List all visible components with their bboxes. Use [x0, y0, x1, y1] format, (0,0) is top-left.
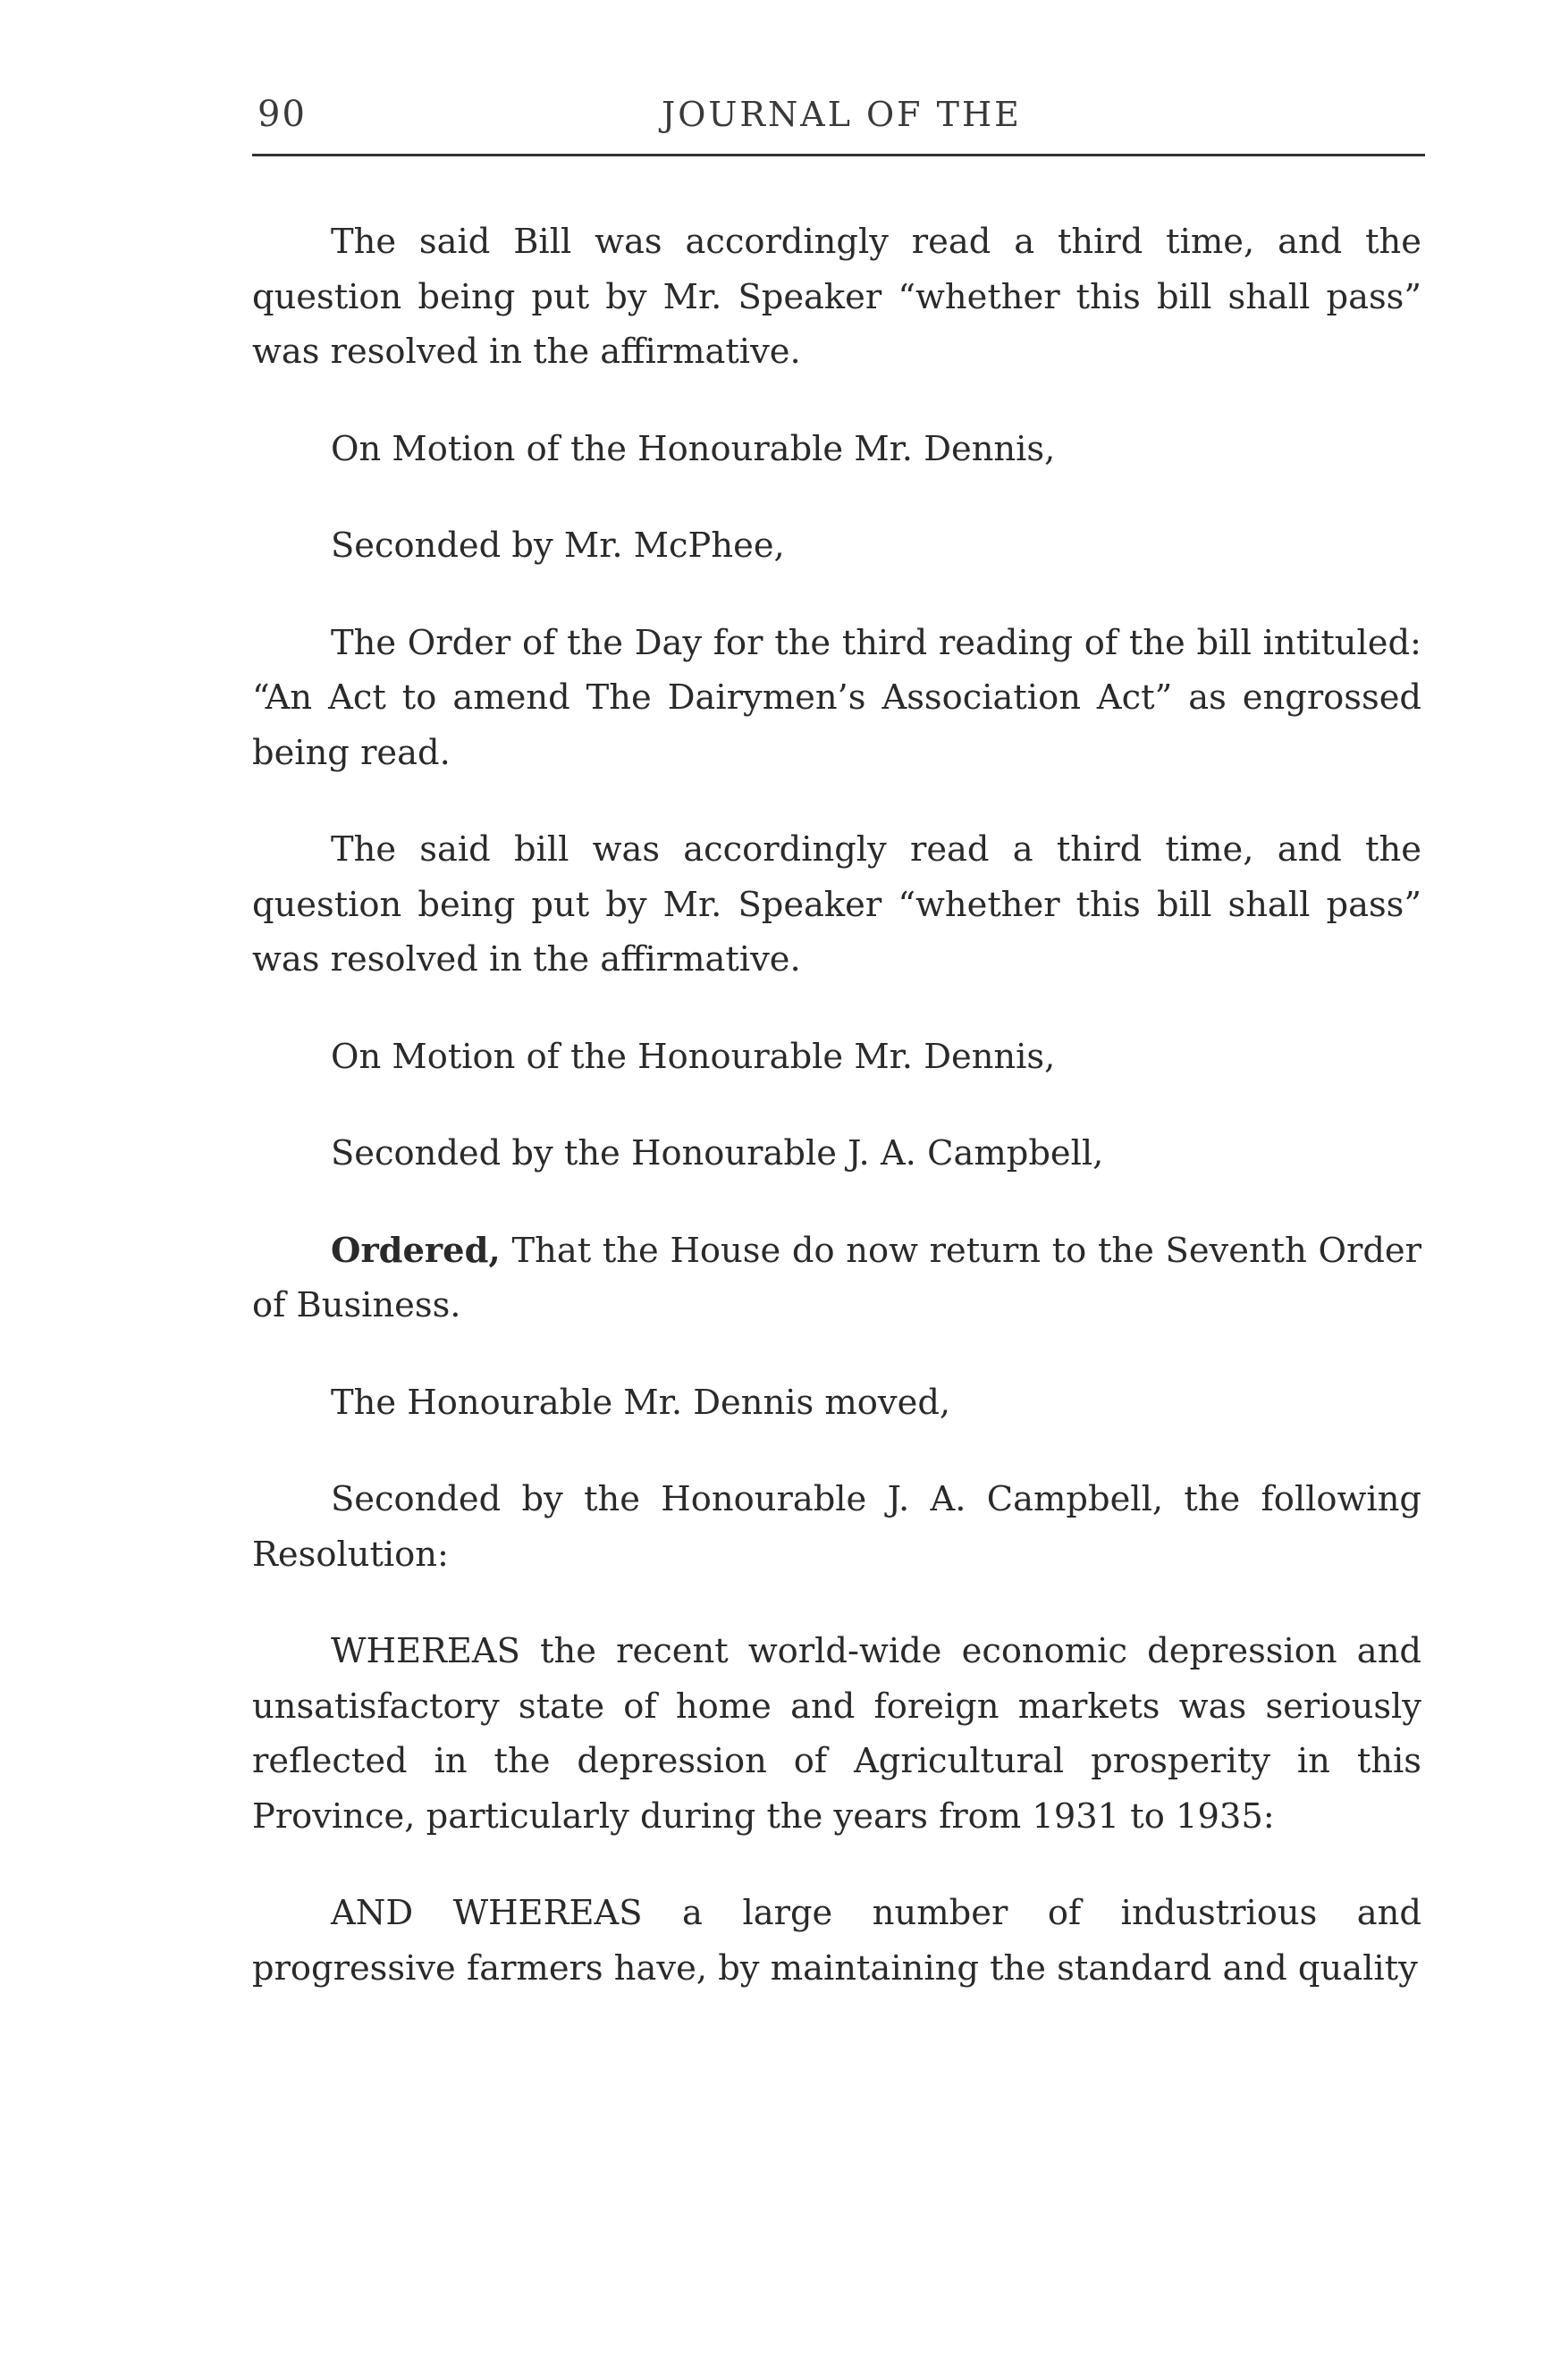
header-rule — [252, 154, 1425, 156]
paragraph-resolution-intro: Seconded by the Honourable J. A. Campbell, the following Resolution: — [252, 1479, 1421, 1575]
paragraph-order-of-day: The Order of the Day for the third reading of the bill intituled: “An Act to amend The Dairymen’s Association Act” as engrossed being read. — [252, 622, 1421, 773]
paragraph-motion: On Motion of the Honourable Mr. Dennis, — [331, 1036, 1056, 1077]
paragraph-bill-passed: The said bill was accordingly read a third time, and the question being put by Mr. Speaker “whether this bill shall pass” was resolved in the affirmative. — [252, 829, 1421, 980]
paragraph-bill-passed: The said Bill was accordingly read a third time, and the question being put by Mr. Speaker “whether this bill shall pass” was resolved in the affirmative. — [252, 222, 1421, 372]
paragraph-motion: On Motion of the Honourable Mr. Dennis, — [331, 428, 1056, 469]
journal-body — [252, 214, 1421, 2038]
paragraph-seconded: Seconded by Mr. McPhee, — [331, 526, 785, 566]
ordered-lead: Ordered, — [331, 1230, 501, 1271]
paragraph-moved: The Honourable Mr. Dennis moved, — [331, 1382, 951, 1423]
paragraph-whereas: WHEREAS the recent world-wide economic depression and unsatisfactory state of home and foreign markets was seriously reflected in the depression of Agricultural prosperity in this Province, particularly during the years from 1931 to 1935: — [252, 1631, 1421, 1837]
paragraph-ordered — [252, 1224, 1421, 1333]
paragraph-seconded: Seconded by the Honourable J. A. Campbell, — [331, 1133, 1104, 1173]
paragraph-and-whereas: AND WHEREAS a large number of industrious and progressive farmers have, by maintaining the standard and quality — [252, 1893, 1421, 1989]
ordered-text: That the House do now return to the Seventh Order of Business. — [252, 1230, 1421, 1325]
page-number: 90 — [257, 94, 307, 135]
running-head: JOURNAL OF THE — [662, 95, 1022, 134]
